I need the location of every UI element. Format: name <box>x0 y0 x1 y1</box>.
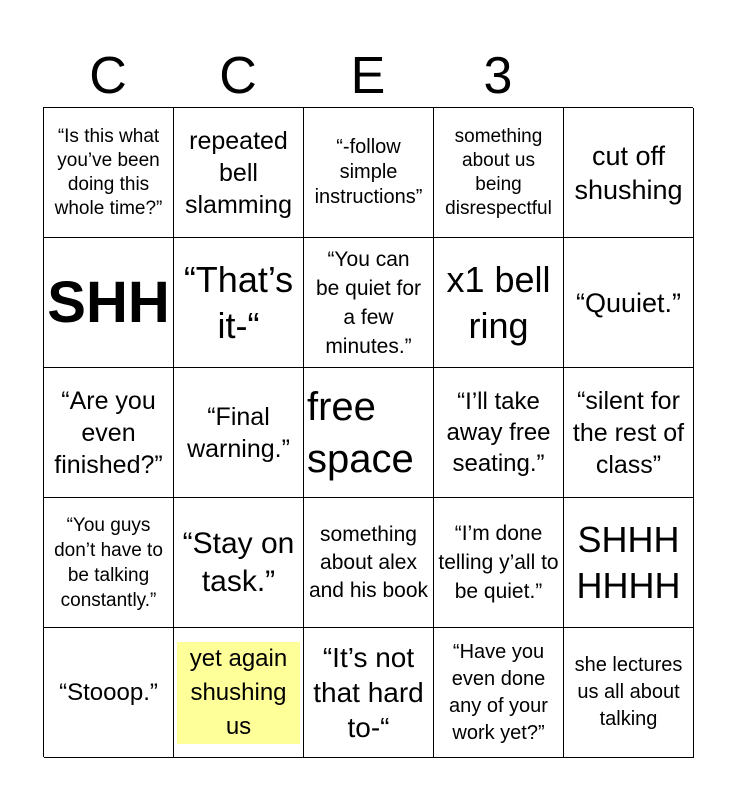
cell-text: something about us being disrespectful <box>445 125 552 219</box>
bingo-cell[interactable] <box>44 628 174 758</box>
cell-text: “It’s not that hard to-“ <box>313 642 424 743</box>
bingo-cell[interactable] <box>434 108 564 238</box>
header-letter-3: E <box>350 47 386 105</box>
cell-text: x1 bell ring <box>446 258 551 346</box>
bingo-cell[interactable] <box>44 108 174 238</box>
bingo-cell[interactable] <box>44 238 174 368</box>
cell-text: “Quuiet.” <box>575 287 682 318</box>
cell-text: repeated bell slamming <box>185 126 292 219</box>
bingo-cell[interactable] <box>304 368 434 498</box>
bingo-cell[interactable] <box>44 498 174 628</box>
cell-text: “Stay on task.” <box>182 526 295 598</box>
cell-text: something about alex and his book <box>308 522 429 602</box>
bingo-header <box>43 44 693 108</box>
bingo-cell[interactable] <box>304 628 434 758</box>
bingo-cell[interactable] <box>564 368 694 498</box>
header-letter-4: 3 <box>483 47 513 105</box>
cell-text: cut off shushing <box>574 140 683 205</box>
bingo-cell[interactable] <box>564 108 694 238</box>
cell-text: “I’m done telling y’all to be quiet.” <box>438 522 559 603</box>
cell-text: “Are you even finished?” <box>54 386 163 479</box>
bingo-cell[interactable] <box>304 238 434 368</box>
cell-text: “silent for the rest of class” <box>572 386 685 479</box>
bingo-cell[interactable] <box>174 368 304 498</box>
cell-text: “Is this what you’ve been doing this whole time?” <box>54 125 163 219</box>
bingo-cell[interactable] <box>564 628 694 758</box>
cell-text: “You can be quiet for a few minutes.” <box>315 247 422 358</box>
cell-text: “Final warning.” <box>187 402 290 463</box>
bingo-cell-highlighted[interactable] <box>174 628 304 758</box>
cell-text: “-follow simple instructions” <box>314 136 423 208</box>
bingo-cell[interactable] <box>44 368 174 498</box>
cell-text: “Have you even done any of your work yet?” <box>449 640 548 744</box>
bingo-cell[interactable] <box>434 368 564 498</box>
cell-text: SHHH HHHH <box>576 518 681 606</box>
cell-text: “I’ll take away free seating.” <box>446 388 551 477</box>
cell-text: SHH <box>47 269 170 335</box>
bingo-cell[interactable] <box>174 498 304 628</box>
cell-text: free space <box>307 384 414 481</box>
bingo-cell[interactable] <box>434 238 564 368</box>
cell-text: “That’s it-“ <box>183 258 294 346</box>
bingo-cell[interactable] <box>174 238 304 368</box>
bingo-cell[interactable] <box>304 498 434 628</box>
cell-text: yet again shushing us <box>177 642 300 744</box>
bingo-cell[interactable] <box>174 108 304 238</box>
bingo-grid <box>43 107 693 757</box>
bingo-cell[interactable] <box>434 628 564 758</box>
header-letter-1: C <box>89 47 127 105</box>
bingo-cell[interactable] <box>564 238 694 368</box>
cell-text: “You guys don’t have to be talking constantly.” <box>54 514 163 611</box>
cell-text: she lectures us all about talking <box>574 654 683 730</box>
bingo-cell[interactable] <box>564 498 694 628</box>
header-letter-2: C <box>219 47 257 105</box>
cell-text: “Stooop.” <box>59 679 158 706</box>
bingo-cell[interactable] <box>304 108 434 238</box>
bingo-cell[interactable] <box>434 498 564 628</box>
